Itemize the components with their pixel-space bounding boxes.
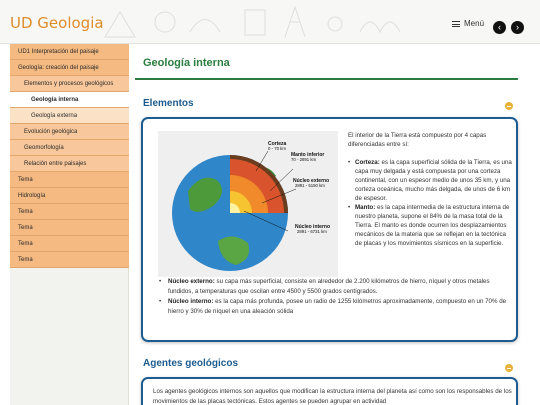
figure-label-nucleo-interno: Núcleo interno: [295, 224, 331, 230]
list-item: • Manto: es la capa intermedia de la estructura interna de nuestro planeta, supone el 84% de la masa total de la Tierra. El manto es donde ocurren los desplazamientos mecánicos de la materia que se reflejan en la tectónica de placas y los movimientos sísmicos en la superficie.: [348, 203, 513, 248]
sidebar-item-geologia-externa[interactable]: Geología externa: [10, 108, 129, 124]
agentes-text: Los agentes geológicos internos son aquellos que modifican la estructura interna del planeta así como son los responsables de los movimientos de las placas tectónicas. Estos agentes se pueden agrupar en actividad: [153, 388, 512, 405]
list-item: • Corteza: es la capa superficial sólida de la Tierra, es una capa muy delgada y está compuesta por una corteza continental, con un espesor medio de unos 35 km, y una corteza oceánica, mucho más delgada, de unos de 6 km de espesor.: [348, 158, 513, 203]
sidebar-item-relacion-paisajes[interactable]: Relación entre paisajes: [10, 156, 129, 172]
figure-label-nucleo-externo: Núcleo externo: [293, 178, 330, 184]
header-bar: [0, 0, 540, 44]
sidebar-item-tema[interactable]: Tema: [10, 252, 129, 268]
intro-text: El interior de la Tierra está compuesto por 4 capas diferenciadas entre sí:: [348, 132, 487, 148]
menu-label: Menú: [464, 19, 485, 28]
section-heading-elementos[interactable]: Elementos: [143, 98, 194, 109]
agentes-card: [141, 377, 518, 405]
sidebar-item-tema[interactable]: Tema: [10, 172, 129, 188]
background-doodle: [95, 2, 415, 42]
figure-range-manto: 70 - 2891 km: [291, 157, 317, 162]
sidebar-item-elementos-procesos[interactable]: Elementos y procesos geológicos: [10, 76, 129, 92]
figure-range-nucleo-externo: 2891 - 5150 km: [295, 183, 325, 188]
earth-layers-figure: [158, 131, 338, 277]
sidebar-item-evolucion-geologica[interactable]: Evolución geológica: [10, 124, 129, 140]
figure-label-manto: Manto inferior: [291, 152, 325, 158]
figure-range-nucleo-interno: 2891 - 6731 km: [297, 229, 327, 234]
sidebar-item-geomorfologia[interactable]: Geomorfología: [10, 140, 129, 156]
section-heading-agentes[interactable]: Agentes geológicos: [143, 358, 239, 369]
sidebar-item-tema[interactable]: Tema: [10, 204, 129, 220]
layers-list: [348, 158, 513, 248]
list-item: • Núcleo interno: es la capa más profunda, posee un radio de 1255 kilómetros aproximadamente, compuesto en un 70% de hierro y 30% de níquel en una aleación sólida: [159, 297, 514, 317]
sidebar-item-geologia-creacion[interactable]: Geología: creación del paisaje: [10, 60, 129, 76]
main-content: [135, 44, 535, 405]
elementos-card: [141, 117, 518, 342]
app-title[interactable]: UD Geologia: [10, 14, 104, 32]
page-title: Geología interna: [143, 57, 230, 69]
chevron-left-icon[interactable]: ‹: [493, 21, 506, 34]
sidebar-item-geologia-interna[interactable]: Geología interna: [10, 92, 129, 108]
figure-label-corteza: Corteza: [268, 141, 287, 147]
sidebar-nav: [10, 44, 129, 405]
sidebar-item-tema[interactable]: Tema: [10, 220, 129, 236]
list-item: • Núcleo externo: su capa más superficial, consiste en alrededor de 2.200 kilómetros de hierro, níquel y otros metales fundidos, a temperaturas que oscilan entre 4500 y 5500 grados centígrados.: [159, 277, 514, 297]
collapse-icon[interactable]: [505, 102, 513, 110]
menu-button[interactable]: [452, 19, 484, 28]
chevron-right-icon[interactable]: ›: [511, 21, 524, 34]
sidebar-item-tema[interactable]: Tema: [10, 236, 129, 252]
hamburger-icon: [452, 21, 460, 27]
title-divider: [135, 78, 518, 80]
collapse-icon[interactable]: [505, 364, 513, 372]
sidebar-item-hidrologia[interactable]: Hidrología: [10, 188, 129, 204]
sidebar-item-ud1[interactable]: UD1 Interpretación del paisaje: [10, 44, 129, 60]
layers-list-full: [159, 277, 514, 317]
figure-range-corteza: 0 - 70 km: [268, 146, 286, 151]
